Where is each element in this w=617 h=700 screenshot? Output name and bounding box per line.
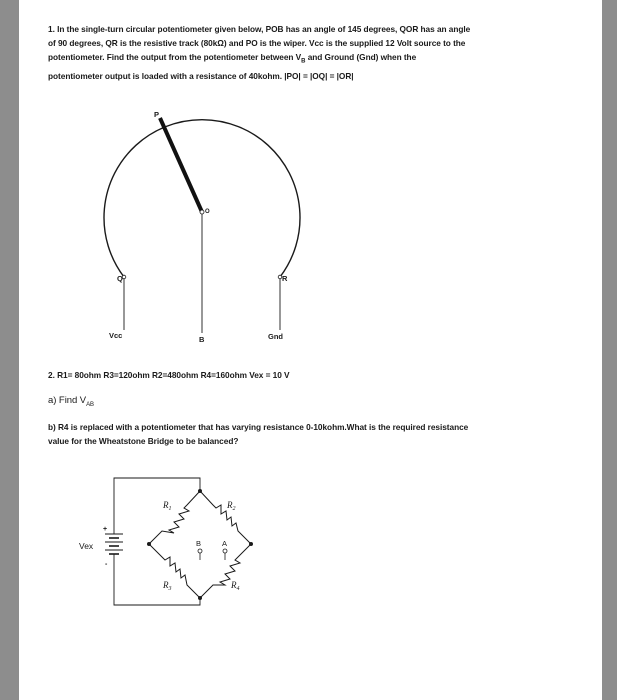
- label-plus: +: [103, 526, 108, 533]
- label-gnd: Gnd: [268, 332, 283, 341]
- label-r2: $R_2$: [227, 500, 236, 512]
- node-left: [147, 542, 151, 546]
- problem-2-given: 2. R1= 80ohm R3=120ohm R2=480ohm R4=160ohm Vex = 10 V: [48, 370, 290, 380]
- battery-vex: [105, 531, 123, 560]
- label-b-terminal: B: [196, 539, 202, 548]
- terminal-a: [223, 549, 227, 553]
- node-right: [249, 542, 253, 546]
- label-a-terminal: A: [222, 539, 228, 548]
- part-b-line-2: value for the Wheatstone Bridge to be balanced?: [48, 436, 239, 446]
- label-b-output: B: [199, 335, 205, 344]
- label-vex: Vex: [79, 541, 94, 551]
- problem-1-line-4: potentiometer output is loaded with a resistance of 40kohm. |PO| = |OQ| = |OR|: [48, 70, 354, 81]
- problem-1-line-1: 1. In the single-turn circular potentiometer given below, POB has an angle of 145 degrees, QOR has an angle: [48, 24, 471, 34]
- label-o: O: [205, 209, 210, 215]
- problem-1-line-2: of 90 degrees, QR is the resistive track (80kΩ) and PO is the wiper. Vcc is the supplied 12 Volt source to the: [48, 38, 466, 48]
- terminal-b: [198, 549, 202, 553]
- label-q: Q: [117, 274, 123, 283]
- problem-1-line-3: potentiometer. Find the output from the potentiometer between $V_B$ and Ground (Gnd) when the: [48, 52, 417, 65]
- label-r4: $R_4$: [231, 580, 240, 592]
- label-minus: -: [105, 561, 108, 568]
- resistor-r3: [149, 544, 200, 598]
- problem-2-part-a: a) Find $V_{AB}$: [48, 395, 94, 408]
- document-page: [19, 0, 602, 700]
- label-r3: $R_3$: [163, 580, 172, 592]
- label-r1: $R_1$: [163, 500, 172, 512]
- node-bottom: [198, 596, 202, 600]
- wheatstone-bridge-diagram: [19, 0, 602, 700]
- node-top: [198, 489, 202, 493]
- part-b-line-1: b) R4 is replaced with a potentiometer that has varying resistance 0-10kohm.What is the required resistance: [48, 422, 469, 432]
- label-r: R: [282, 274, 288, 283]
- label-p: P: [154, 110, 160, 119]
- resistor-r1: [149, 491, 200, 544]
- resistor-r2: [200, 491, 251, 544]
- label-vcc: Vcc: [109, 331, 123, 340]
- supply-wire-bottom: [114, 560, 200, 605]
